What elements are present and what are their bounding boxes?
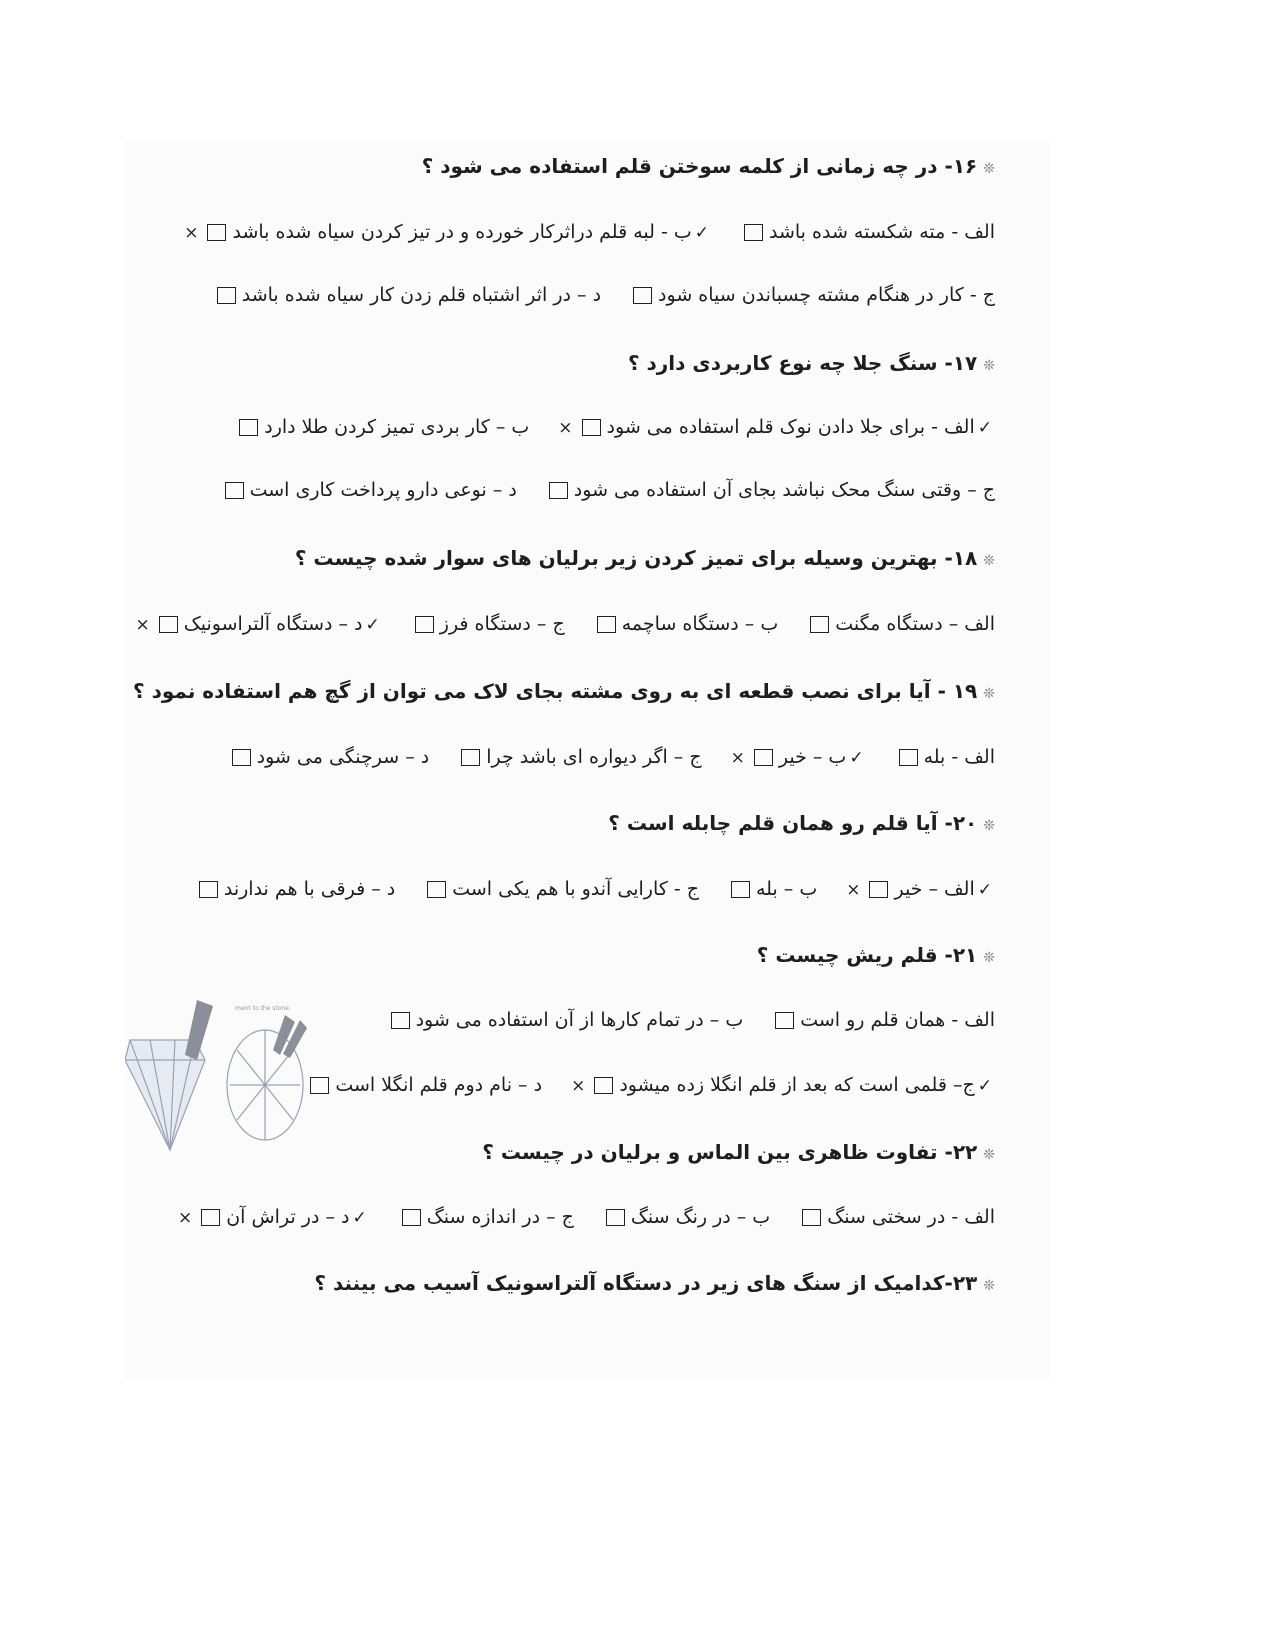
checkbox-icon[interactable] [754,749,773,766]
check-mark-icon: ✓ [849,748,864,768]
answer-option[interactable] [555,416,995,438]
checkbox-icon[interactable] [869,881,888,898]
option-label: ب – دستگاه ساچمه [621,613,779,635]
question-text: ۱۸- بهترین وسیله برای تمیز کردن زیر برلیان های سوار شده چیست ؟ [294,546,978,570]
check-mark-icon: ✓ [977,418,992,438]
option-label: الف - مته شکسته شده باشد [769,221,995,243]
answer-option[interactable] [226,746,430,768]
answer-option[interactable] [568,1074,995,1096]
checkbox-icon[interactable] [744,224,763,241]
answer-option[interactable] [543,479,995,501]
answer-option[interactable] [385,1009,744,1031]
checkbox-icon[interactable] [582,419,601,436]
checkbox-icon[interactable] [159,616,178,633]
question-text: ۲۱- قلم ریش چیست ؟ [756,943,978,967]
question-text: ۱۹ - آیا برای نصب قطعه ای به روی مشته بجای لاک می توان از گچ هم استفاده نمود ؟ [133,679,978,703]
checkbox-icon[interactable] [731,881,750,898]
answer-option[interactable] [193,878,395,900]
check-mark-icon: ✓ [365,615,380,635]
option-label: ب – خیر [778,746,847,768]
option-label: الف - در سختی سنگ [827,1206,995,1228]
option-label: د – در اثر اشتباه قلم زدن کار سیاه شده باشد [241,284,602,306]
option-label: ج – دستگاه فرز [439,613,565,635]
checkbox-icon[interactable] [225,482,244,499]
option-label: ج – اگر دیواره ای باشد چرا [486,746,702,768]
check-mark-icon: ✓ [694,223,709,243]
answer-option[interactable] [591,613,778,635]
cross-mark-icon: × [846,880,861,900]
option-label: د – فرقی با هم ندارند [223,878,396,900]
diamond-illustration [125,1000,325,1170]
question-text: ۲۲- تفاوت ظاهری بین الماس و برلیان در چیست ؟ [482,1140,978,1164]
checkbox-icon[interactable] [201,1209,220,1226]
answer-row [107,613,996,635]
option-label: ب – در رنگ سنگ [630,1206,771,1228]
option-label: د – نام دوم قلم انگلا است [335,1074,543,1096]
option-label: ج - کارایی آندو با هم یکی است [452,878,699,900]
checkbox-icon[interactable] [415,616,434,633]
option-label: د – نوعی دارو پرداخت کاری است [249,479,517,501]
cross-mark-icon: × [177,1208,193,1228]
question-title [295,546,995,570]
option-label: ج - کار در هنگام مشته چسباندن سیاه شود [658,284,995,306]
answer-option[interactable] [219,479,517,501]
option-label: د – در تراش آن [226,1206,350,1228]
cross-mark-icon: × [558,418,573,438]
answer-option[interactable] [304,1074,542,1096]
question-text: ۲۰- آیا قلم رو همان قلم چابله است ؟ [608,811,978,835]
question-title [133,679,995,703]
question-title [628,351,995,375]
checkbox-icon[interactable] [597,616,616,633]
answer-option[interactable] [409,613,565,635]
option-label: الف - بله [923,746,995,768]
checkbox-icon[interactable] [802,1209,821,1226]
answer-option[interactable] [738,221,995,243]
bullet-icon: ❊ [983,553,995,569]
bullet-icon: ❊ [983,1147,995,1163]
cross-mark-icon: × [135,615,150,635]
answer-option[interactable] [627,284,995,306]
checkbox-icon[interactable] [899,749,918,766]
answer-option[interactable] [211,284,601,306]
option-label: الف – خیر [894,878,975,900]
answer-row [185,284,995,306]
option-label: الف – دستگاه مگنت [835,613,995,635]
option-label: ب - لبه قلم دراثرکار خورده و در تیز کردن سیاه شده باشد [232,221,692,243]
checkbox-icon[interactable] [775,1012,794,1029]
checkbox-icon[interactable] [810,616,829,633]
question-title [608,811,995,835]
check-mark-icon: ✓ [977,880,992,900]
answer-option[interactable] [396,1206,574,1228]
option-label: الف - برای جلا دادن نوک قلم استفاده می شود [606,416,975,438]
answer-row [193,479,995,501]
question-text: ۱۷- سنگ جلا چه نوع کاربردی دارد ؟ [627,351,978,375]
answer-option[interactable] [843,878,995,900]
checkbox-icon[interactable] [633,287,652,304]
answer-option[interactable] [893,746,995,768]
answer-row [200,746,995,768]
option-label: ب – کار بردی تمیز کردن طلا دارد [264,416,530,438]
option-label: ب – در تمام کارها از آن استفاده می شود [415,1009,744,1031]
answer-option[interactable] [233,416,529,438]
option-label: الف - همان قلم رو است [800,1009,995,1031]
answer-option[interactable] [133,613,383,635]
checkbox-icon[interactable] [594,1077,613,1094]
answer-row [155,221,995,243]
svg-text:ment to the stone.: ment to the stone. [235,1005,291,1012]
option-label: ب – بله [755,878,818,900]
answer-option[interactable] [769,1009,995,1031]
answer-option[interactable] [725,878,817,900]
answer-option[interactable] [421,878,699,900]
checkbox-icon[interactable] [239,419,258,436]
checkbox-icon[interactable] [232,749,251,766]
bullet-icon: ❊ [983,686,995,702]
answer-option[interactable] [600,1206,770,1228]
question-title [422,154,995,178]
answer-row [359,1009,995,1031]
checkbox-icon[interactable] [549,482,568,499]
answer-option[interactable] [804,613,995,635]
answer-row [278,1074,995,1096]
cross-mark-icon: × [184,223,199,243]
cross-mark-icon: × [571,1076,586,1096]
bullet-icon: ❊ [983,818,995,834]
answer-row [167,878,995,900]
question-title [757,943,995,967]
option-label: د – دستگاه آلتراسونیک [183,613,363,635]
checkbox-icon[interactable] [207,224,226,241]
bullet-icon: ❊ [983,161,995,177]
bullet-icon: ❊ [983,1278,995,1294]
checkbox-icon[interactable] [606,1209,625,1226]
question-text: ۱۶- در چه زمانی از کلمه سوختن قلم استفاده می شود ؟ [421,154,978,178]
bullet-icon: ❊ [983,950,995,966]
option-label: ج– قلمی است که بعد از قلم انگلا زده میشود [619,1074,975,1096]
option-label: ج – وقتی سنگ محک نباشد بجای آن استفاده می شود [573,479,995,501]
answer-row [149,1206,995,1228]
checkbox-icon[interactable] [217,287,236,304]
answer-option[interactable] [728,746,867,768]
answer-option[interactable] [175,1206,370,1228]
checkbox-icon[interactable] [391,1012,410,1029]
question-title [482,1140,995,1164]
bullet-icon: ❊ [983,358,995,374]
answer-option[interactable] [181,221,712,243]
checkbox-icon[interactable] [427,881,446,898]
answer-option[interactable] [455,746,701,768]
check-mark-icon: ✓ [977,1076,992,1096]
question-title [314,1271,995,1295]
answer-option[interactable] [796,1206,995,1228]
checkbox-icon[interactable] [199,881,218,898]
answer-row [207,416,995,438]
check-mark-icon: ✓ [352,1208,367,1228]
option-label: د – سرچنگی می شود [256,746,430,768]
cross-mark-icon: × [730,748,745,768]
option-label: ج – در اندازه سنگ [426,1206,574,1228]
checkbox-icon[interactable] [402,1209,421,1226]
checkbox-icon[interactable] [461,749,480,766]
question-text: ۲۳-کدامیک از سنگ های زیر در دستگاه آلتراسونیک آسیب می بینند ؟ [314,1271,978,1295]
